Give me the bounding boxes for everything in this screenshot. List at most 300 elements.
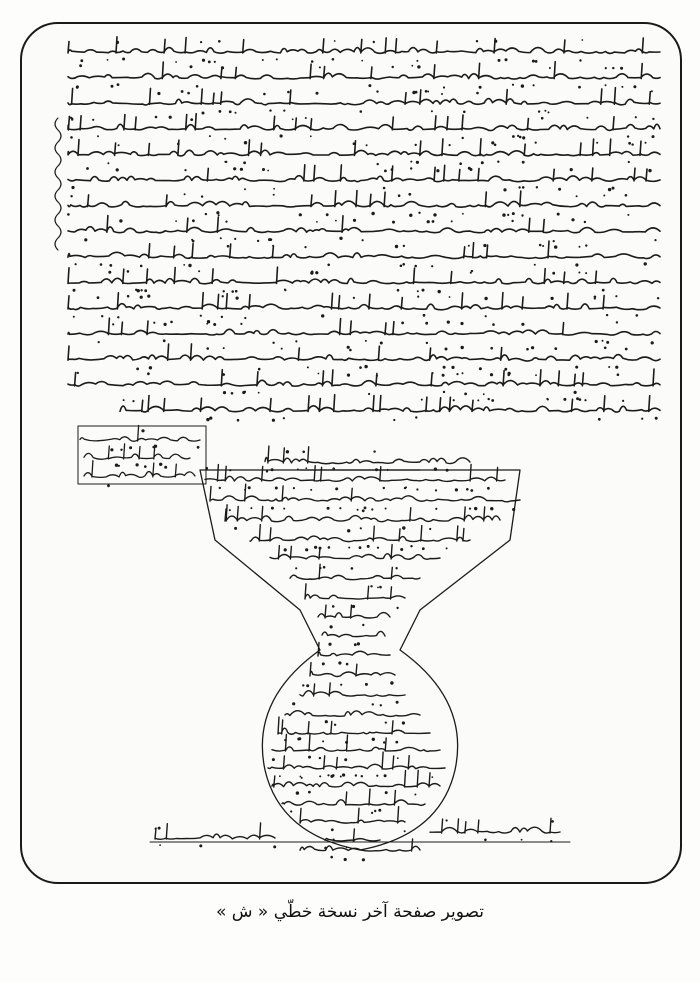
diacritic-dot [446,819,448,821]
diacritic-dot [410,545,412,547]
diacritic-dot [242,391,245,394]
diacritic-dot [222,295,224,297]
diacritic-dot [373,41,375,43]
diacritic-dot [435,489,437,491]
diacritic-dot [234,527,237,530]
diacritic-dot [635,116,637,118]
diacritic-dot [571,218,574,221]
diacritic-dot [368,393,370,395]
text-line [68,165,660,182]
diacritic-dot [551,820,554,823]
diacritic-dot [372,703,374,705]
diacritic-dot [575,263,578,266]
diacritic-dot [97,135,99,137]
diacritic-dot [581,39,583,41]
diacritic-dot [396,607,398,609]
diacritic-dot [107,162,109,164]
diacritic-dot [380,704,382,706]
diacritic-dot [236,297,239,300]
diacritic-dot [199,844,202,847]
diacritic-dot [487,487,490,490]
diacritic-dot [519,136,522,139]
diacritic-dot [558,188,561,191]
diacritic-dot [476,40,478,42]
diacritic-dot [377,163,379,165]
diacritic-dot [608,366,610,368]
text-line [68,241,660,258]
vase-colophon-line [272,770,440,787]
diacritic-dot [377,547,379,549]
diacritic-dot [384,774,387,777]
diacritic-dot [332,774,335,777]
diacritic-dot [229,509,231,511]
diacritic-dot [374,810,376,812]
diacritic-dot [502,213,505,216]
diacritic-dot [429,528,431,530]
diacritic-dot [340,776,342,778]
diacritic-dot [557,213,560,216]
diacritic-dot [385,791,388,794]
diacritic-dot [449,144,451,146]
diacritic-dot [372,738,375,741]
diacritic-dot [446,547,448,549]
diacritic-dot [326,213,329,216]
diacritic-dot [431,265,433,267]
diacritic-dot [209,417,212,420]
diacritic-dot [522,186,525,189]
diacritic-dot [371,812,373,814]
diacritic-dot [98,341,100,343]
diacritic-dot [408,193,411,196]
diacritic-dot [579,398,582,401]
diacritic-dot [414,794,416,796]
diacritic-dot [169,116,172,119]
diacritic-dot [522,136,525,139]
diacritic-dot [218,40,221,43]
diacritic-dot [319,567,321,569]
diacritic-dot [468,245,470,247]
diacritic-dot [305,548,308,551]
diacritic-dot [541,117,544,120]
diacritic-dot [181,90,184,93]
diacritic-dot [118,465,120,467]
diacritic-dot [383,487,385,489]
diacritic-dot [319,775,321,777]
diacritic-dot [224,138,226,140]
diacritic-dot [158,827,161,830]
text-line [68,216,660,233]
diacritic-dot [427,91,429,93]
diacritic-dot [163,339,166,342]
diacritic-dot [240,323,242,325]
diacritic-dot [219,110,222,113]
diacritic-dot [223,290,225,292]
diacritic-dot [347,529,350,532]
diacritic-dot [445,348,448,351]
diacritic-dot [231,290,234,293]
diacritic-dot [305,117,307,119]
diacritic-dot [183,264,185,266]
diacritic-dot [129,446,132,449]
diacritic-dot [551,297,554,300]
diacritic-dot [534,264,536,266]
diacritic-dot [390,681,393,684]
diacritic-dot [654,239,656,241]
diacritic-dot [526,348,529,351]
diacritic-dot [484,839,487,842]
diacritic-dot [257,240,259,242]
diacritic-dot [357,642,360,645]
diacritic-dot [196,85,199,88]
diacritic-dot [427,220,430,223]
diacritic-dot [538,110,540,112]
diacritic-dot [273,188,275,190]
diacritic-dot [602,340,604,342]
diacritic-dot [344,758,347,761]
diacritic-dot [272,245,274,247]
diacritic-dot [395,245,398,248]
diacritic-dot [554,347,557,350]
diacritic-dot [518,186,520,188]
diacritic-dot [67,213,70,216]
diacritic-dot [344,858,347,861]
diacritic-dot [157,92,160,95]
signature-line [84,444,190,459]
diacritic-dot [490,347,493,350]
diacritic-dot [221,316,223,318]
diacritic-dot [631,143,633,145]
diacritic-dot [552,272,555,275]
diacritic-dot [213,323,216,326]
diacritic-dot [435,508,437,510]
diacritic-dot [184,193,186,195]
diacritic-dot [101,315,103,317]
diacritic-dot [315,271,318,274]
diacritic-dot [535,142,537,144]
diacritic-dot [431,110,433,112]
text-line [68,88,660,105]
diacritic-dot [355,774,357,776]
diacritic-dot [107,59,109,61]
diacritic-dot [511,220,513,222]
diacritic-dot [272,342,274,344]
diacritic-dot [223,391,226,394]
diacritic-dot [306,684,309,687]
text-line [68,369,660,386]
diacritic-dot [107,484,110,487]
diacritic-dot [110,448,113,451]
diacritic-dot [73,289,76,292]
diacritic-dot [307,366,309,368]
diacritic-dot [338,661,341,664]
margin-note [55,118,61,250]
diacritic-dot [423,314,426,317]
diacritic-dot [292,702,295,705]
diacritic-dot [272,758,275,761]
diacritic-dot [431,776,433,778]
diacritic-dot [361,775,363,777]
diacritic-dot [379,586,382,589]
diacritic-dot [342,773,345,776]
diacritic-dot [497,161,499,163]
diacritic-dot [136,463,139,466]
diacritic-dot [244,188,246,190]
scribe-signature [300,839,420,851]
diacritic-dot [484,297,487,300]
vase-colophon-line [272,734,440,751]
diacritic-dot [310,489,312,491]
diacritic-dot [120,449,122,451]
diacritic-dot [620,67,623,70]
diacritic-dot [494,40,497,43]
diacritic-dot [404,830,406,832]
diacritic-dot [414,265,417,268]
diacritic-dot [396,701,399,704]
diacritic-dot [353,840,355,842]
diacritic-dot [276,58,278,60]
diacritic-dot [625,348,628,351]
diacritic-dot [384,170,387,173]
diacritic-dot [77,372,79,374]
diacritic-dot [201,195,203,197]
diacritic-dot [393,419,395,421]
diacritic-dot [470,489,473,492]
diacritic-dot [364,507,367,510]
vase-colophon-line [305,584,405,599]
diacritic-dot [335,220,337,222]
diacritic-dot [655,417,658,420]
diacritic-dot [425,322,428,325]
diacritic-dot [532,60,535,63]
diacritic-dot [240,168,243,171]
diacritic-dot [310,135,312,137]
diacritic-dot [415,144,417,146]
diacritic-dot [346,663,349,666]
diacritic-dot [575,366,578,369]
diacritic-dot [112,323,114,325]
diacritic-dot [197,446,200,449]
vase-colophon-line [290,564,420,579]
text-line [120,395,660,412]
diacritic-dot [468,167,471,170]
vase-colophon-line [270,545,440,560]
diacritic-dot [202,112,205,115]
diacritic-dot [314,546,317,549]
diacritic-dot [470,272,472,274]
diacritic-dot [339,237,342,240]
diacritic-dot [432,220,435,223]
diacritic-dot [206,347,209,350]
diacritic-dot [391,168,394,171]
diacritic-dot [657,297,659,299]
diacritic-dot [617,373,620,376]
diacritic-dot [553,240,555,242]
diacritic-dot [490,373,493,376]
diacritic-dot [352,605,355,608]
diacritic-dot [116,168,119,171]
diacritic-dot [76,85,79,88]
diacritic-dot [362,239,364,241]
diacritic-dot [536,186,538,188]
diacritic-dot [436,169,439,172]
diacritic-dot [290,810,292,812]
diacritic-dot [578,86,581,89]
diacritic-dot [319,66,321,68]
diacritic-dot [417,65,420,68]
diacritic-dot [235,112,237,114]
vase-colophon-line [285,711,420,717]
diacritic-dot [449,296,451,298]
diacritic-dot [447,321,450,324]
diacritic-dot [462,213,464,215]
diacritic-dot [149,366,152,369]
diacritic-dot [418,212,420,214]
diacritic-dot [144,289,147,292]
diacritic-dot [243,161,246,164]
diacritic-dot [330,856,333,859]
diacritic-dot [115,464,118,467]
diacritic-dot [606,341,609,344]
diacritic-dot [554,245,557,248]
diacritic-dot [392,66,394,68]
diacritic-dot [479,86,482,89]
diacritic-dot [505,58,508,61]
diacritic-dot [376,90,378,92]
diacritic-dot [70,136,73,139]
diacritic-dot [92,119,94,121]
diacritic-dot [299,213,302,216]
diacritic-dot [377,587,379,589]
text-line [68,191,660,208]
diacritic-dot [359,546,362,549]
diacritic-dot [190,118,193,121]
diacritic-dot [385,722,387,724]
diacritic-dot [443,86,445,88]
diacritic-dot [159,844,161,846]
diacritic-dot [73,316,75,318]
diacritic-dot [459,162,462,165]
text-line [68,37,660,54]
diacritic-dot [628,142,631,145]
diacritic-dot [416,488,418,490]
text-line [68,318,660,335]
diacritic-dot [451,220,453,222]
diacritic-dot [512,212,515,215]
diacritic-dot [208,61,211,64]
diacritic-dot [283,508,285,510]
diacritic-dot [585,272,587,274]
diacritic-dot [262,168,265,171]
diacritic-dot [348,547,350,549]
diacritic-dot [332,58,335,61]
diacritic-dot [296,791,299,794]
diacritic-dot [521,839,523,841]
diacritic-dot [136,368,139,371]
diacritic-dot [383,187,386,190]
diacritic-dot [244,141,247,144]
diacritic-dot [648,169,651,172]
diacritic-dot [327,264,330,267]
diacritic-dot [164,466,167,469]
diacritic-dot [576,397,579,400]
diacritic-dot [651,341,654,344]
diacritic-dot [370,585,372,587]
diacritic-dot [451,366,454,369]
diacritic-dot [367,545,370,548]
diacritic-dot [140,296,143,299]
diacritic-dot [462,137,464,139]
vase-colophon-line [265,446,470,464]
diacritic-dot [433,213,436,216]
diacritic-dot [205,213,207,215]
text-line [68,139,660,156]
diacritic-dot [371,212,374,215]
diacritic-dot [353,297,355,299]
diacritic-dot [198,270,200,272]
vase-colophon-line [300,807,405,823]
diacritic-dot [371,508,373,510]
diacritic-dot [612,67,614,69]
diacritic-dot [328,546,331,549]
diacritic-dot [604,347,607,350]
diacritic-dot [563,398,566,401]
diacritic-dot [202,59,205,62]
diacritic-dot [334,724,336,726]
diacritic-dot [415,416,417,418]
diacritic-dot [490,507,493,510]
diacritic-dot [535,60,538,63]
diacritic-dot [347,346,350,349]
vase-colophon-line [300,683,405,696]
diacritic-dot [229,110,232,113]
diacritic-dot [546,398,548,400]
diacritic-dot [84,238,87,241]
text-line [68,344,660,361]
diacritic-dot [273,845,276,848]
diacritic-dot [310,271,313,274]
diacritic-dot [275,487,278,490]
diacritic-dot [223,373,225,375]
diacritic-dot [507,372,510,375]
diacritic-dot [75,263,77,265]
diacritic-dot [79,64,82,67]
diacritic-dot [380,342,383,345]
diacritic-dot [576,195,578,197]
diacritic-dot [235,290,238,293]
diacritic-dot [80,59,83,62]
diacritic-dot [612,187,615,190]
diacritic-dot [633,85,636,88]
vase-outline [200,470,520,850]
diacritic-dot [535,374,537,376]
diacritic-dot [192,219,195,222]
scribe-signature [430,818,560,833]
diacritic-dot [512,135,515,138]
diacritic-dot [628,161,630,163]
diacritic-dot [268,238,271,241]
diacritic-dot [608,188,611,191]
diacritic-dot [332,605,335,608]
diacritic-dot [410,161,412,163]
diacritic-dot [301,777,303,779]
diacritic-dot [481,161,484,164]
diacritic-dot [271,507,274,510]
diacritic-dot [507,214,509,216]
text-line [68,293,660,310]
diacritic-dot [627,135,629,137]
diacritic-dot [116,41,119,44]
diacritic-dot [292,118,294,120]
